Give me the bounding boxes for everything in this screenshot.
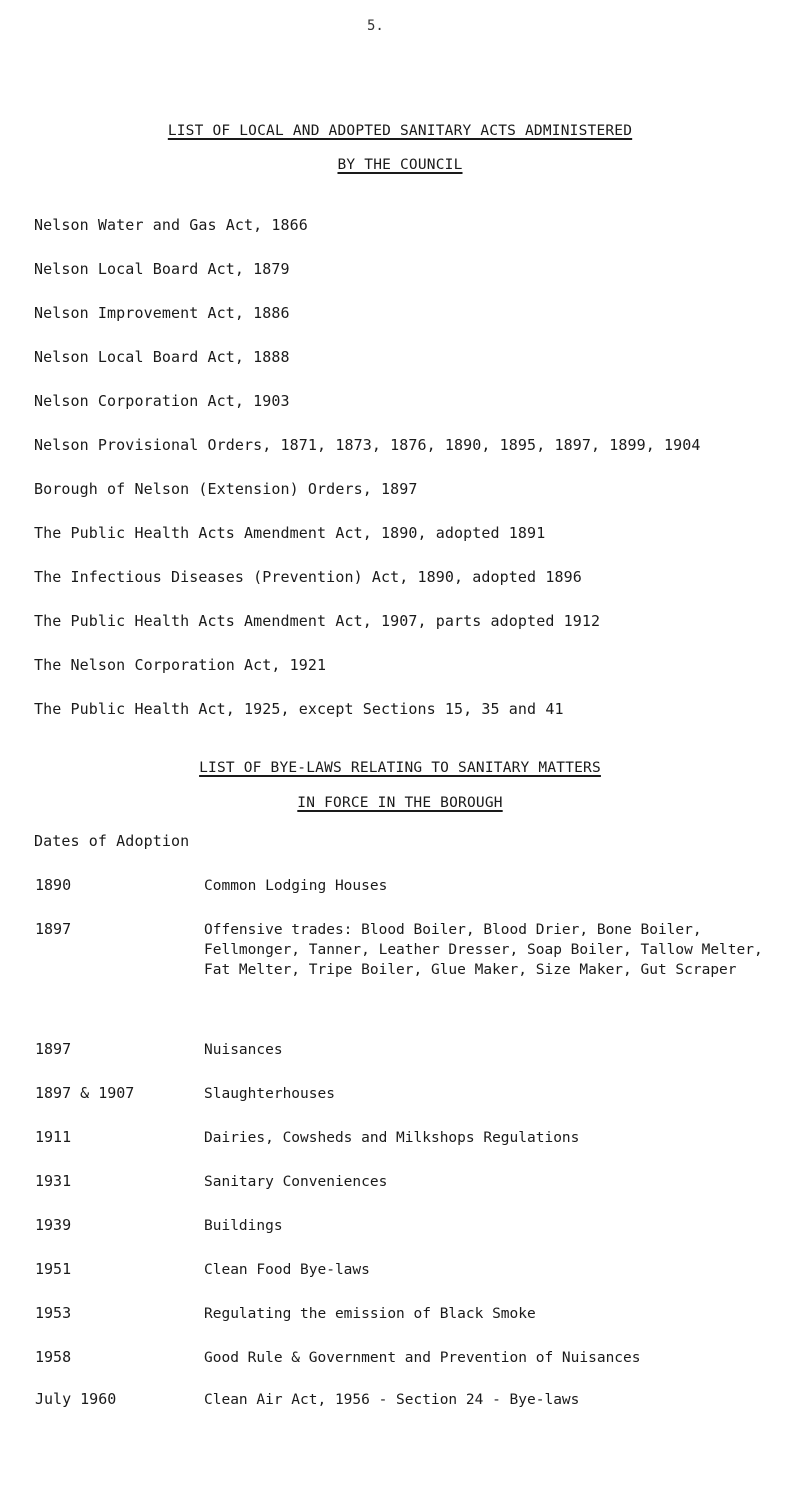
act-item: The Public Health Acts Amendment Act, 1890, adopted 1891 xyxy=(34,524,546,542)
bylaw-date: 1931 xyxy=(35,1172,72,1190)
bylaw-text: Regulating the emission of Black Smoke xyxy=(204,1306,536,1322)
bylaw-date: 1911 xyxy=(35,1128,72,1146)
act-item: The Public Health Act, 1925, except Sections 15, 35 and 41 xyxy=(34,700,564,718)
bylaw-date: July 1960 xyxy=(35,1390,117,1408)
dates-of-adoption-label: Dates of Adoption xyxy=(34,832,190,850)
bylaw-date: 1958 xyxy=(35,1348,72,1366)
bylaw-date: 1953 xyxy=(35,1304,72,1322)
page-number: 5. xyxy=(367,18,384,34)
bylaw-text: Sanitary Conveniences xyxy=(204,1174,388,1190)
act-item: Nelson Improvement Act, 1886 xyxy=(34,304,290,322)
act-item: Nelson Corporation Act, 1903 xyxy=(34,392,290,410)
act-item: Nelson Local Board Act, 1879 xyxy=(34,260,290,278)
bylaw-date: 1939 xyxy=(35,1216,72,1234)
bylaw-text: Common Lodging Houses xyxy=(204,878,388,894)
bylaw-text: Clean Food Bye-laws xyxy=(204,1262,370,1278)
bylaw-text: Good Rule & Government and Prevention of Nuisances xyxy=(204,1350,641,1366)
bylaw-text: Clean Air Act, 1956 - Section 24 - Bye-laws xyxy=(204,1392,580,1408)
bylaw-text: Dairies, Cowsheds and Milkshops Regulations xyxy=(204,1130,580,1146)
bylaw-date: 1897 xyxy=(35,1040,72,1058)
bylaw-date: 1897 xyxy=(35,920,72,938)
bylaw-date: 1951 xyxy=(35,1260,72,1278)
act-item: Nelson Provisional Orders, 1871, 1873, 1876, 1890, 1895, 1897, 1899, 1904 xyxy=(34,436,701,454)
bylaw-text: Buildings xyxy=(204,1218,283,1234)
acts-heading-line1: LIST OF LOCAL AND ADOPTED SANITARY ACTS ADMINISTERED xyxy=(167,123,633,139)
act-item: The Nelson Corporation Act, 1921 xyxy=(34,656,327,674)
acts-heading-line2: BY THE COUNCIL xyxy=(337,157,463,173)
act-item: Nelson Water and Gas Act, 1866 xyxy=(34,216,308,234)
bylaw-text: Offensive trades: Blood Boiler, Blood Drier, Bone Boiler, Fellmonger, Tanner, Leather Dresser, Soap Boiler, Tallow Melter, Fat Melter, Tripe Boiler, Glue Maker, Size Maker, Gut Scraper xyxy=(204,922,763,978)
act-item: The Public Health Acts Amendment Act, 1907, parts adopted 1912 xyxy=(34,612,601,630)
bylaw-text: Nuisances xyxy=(204,1042,283,1058)
act-item: Borough of Nelson (Extension) Orders, 1897 xyxy=(34,480,418,498)
act-item: The Infectious Diseases (Prevention) Act, 1890, adopted 1896 xyxy=(34,568,582,586)
bylaw-date: 1897 & 1907 xyxy=(35,1084,135,1102)
act-item: Nelson Local Board Act, 1888 xyxy=(34,348,290,366)
bylaw-text: Slaughterhouses xyxy=(204,1086,335,1102)
bylaw-date: 1890 xyxy=(35,876,72,894)
byelaws-heading-line2: IN FORCE IN THE BOROUGH xyxy=(297,795,503,811)
byelaws-heading-line1: LIST OF BYE-LAWS RELATING TO SANITARY MATTERS xyxy=(199,760,601,776)
